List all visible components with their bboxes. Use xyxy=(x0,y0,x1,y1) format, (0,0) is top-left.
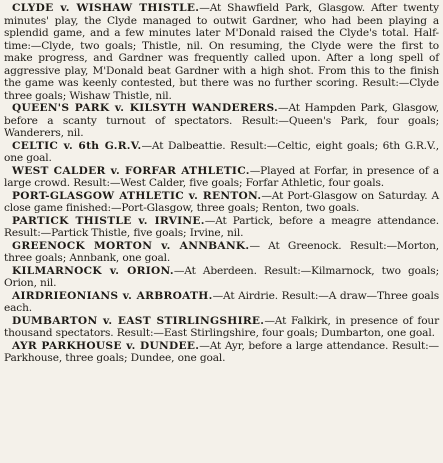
match-report-dumbarton-east-stirlingshire xyxy=(4,315,439,340)
match-body: —At Airdrie. Result:—A draw—Three goals each. xyxy=(4,289,439,314)
match-heading: KILMARNOCK v. ORION. xyxy=(12,264,174,277)
match-heading: PORT-GLASGOW ATHLETIC v. RENTON. xyxy=(12,189,262,202)
match-body: —At Partick, before a meagre attendance. Result:—Partick Thistle, five goals; Irvine, nil. xyxy=(4,214,439,239)
match-body: —At Hampden Park, Glasgow, before a scanty turnout of spectators. Result:—Queen's Park, four goals; Wanderers, nil. xyxy=(4,102,440,139)
match-report-port-glasgow-renton xyxy=(4,190,439,215)
match-heading: DUMBARTON v. EAST STIRLINGSHIRE. xyxy=(12,314,265,327)
match-heading: QUEEN'S PARK v. KILSYTH WANDERERS. xyxy=(12,102,279,114)
match-report-partick-irvine xyxy=(4,215,439,240)
match-report-celtic-grv xyxy=(4,140,439,165)
match-report-queens-park-kilsyth xyxy=(4,102,439,140)
match-heading: GREENOCK MORTON v. ANNBANK. xyxy=(12,239,250,252)
match-body: — At Greenock. Result:—Morton, three goals; Annbank, one goal. xyxy=(4,239,439,264)
match-report-kilmarnock-orion xyxy=(4,265,439,290)
match-body: —At Aberdeen. Result:—Kilmarnock, two goals; Orion, nil. xyxy=(4,264,439,289)
match-heading: AIRDRIEONIANS v. ARBROATH. xyxy=(12,289,213,302)
match-body: —At Port-Glasgow on Saturday. A close game finished:—Port-Glasgow, three goals; Renton, two goals. xyxy=(4,189,439,214)
match-body: —Played at Forfar, in presence of a large crowd. Result:—West Calder, five goals; Forfar Athletic, four goals. xyxy=(4,164,439,189)
match-heading: CLYDE v. WISHAW THISTLE. xyxy=(12,2,200,14)
match-body: —At Falkirk, in presence of four thousand spectators. Result:—East Stirlingshire, four goals; Dumbarton, one goal. xyxy=(4,314,440,339)
match-body: —At Ayr, before a large attendance. Result:—Parkhouse, three goals; Dundee, one goal. xyxy=(4,339,440,364)
match-report-airdrieonians-arbroath xyxy=(4,290,439,315)
match-report-clyde-wishaw xyxy=(4,2,439,102)
match-heading: WEST CALDER v. FORFAR ATHLETIC. xyxy=(12,164,250,177)
match-body: —At Shawfield Park, Glasgow. After twenty minutes' play, the Clyde managed to outwit Gardner, who had been playing a splendid game, and a few minutes later M'Donald raised the Clyde's total. Half-time:—Clyde, two goals; Thistle, nil. On resuming, the Clyde were the first to make progress, and Gardner was frequently called upon. After a long spell of aggressive play, M'Donald beat Gardner with a high shot. From this to the finish the game was keenly contested, but there was no further scoring. Result:—Clyde three goals; Wishaw Thistle, nil. xyxy=(4,2,439,102)
match-report-morton-annbank xyxy=(4,240,439,265)
match-heading: PARTICK THISTLE v. IRVINE. xyxy=(12,214,205,227)
match-heading: AYR PARKHOUSE v. DUNDEE. xyxy=(12,339,200,352)
match-report-west-calder-forfar xyxy=(4,165,439,190)
match-heading: CELTIC v. 6th G.R.V. xyxy=(12,139,142,152)
match-body: —At Dalbeattie. Result:—Celtic, eight goals; 6th G.R.V., one goal. xyxy=(4,139,439,164)
match-report-ayr-parkhouse-dundee xyxy=(4,340,439,365)
